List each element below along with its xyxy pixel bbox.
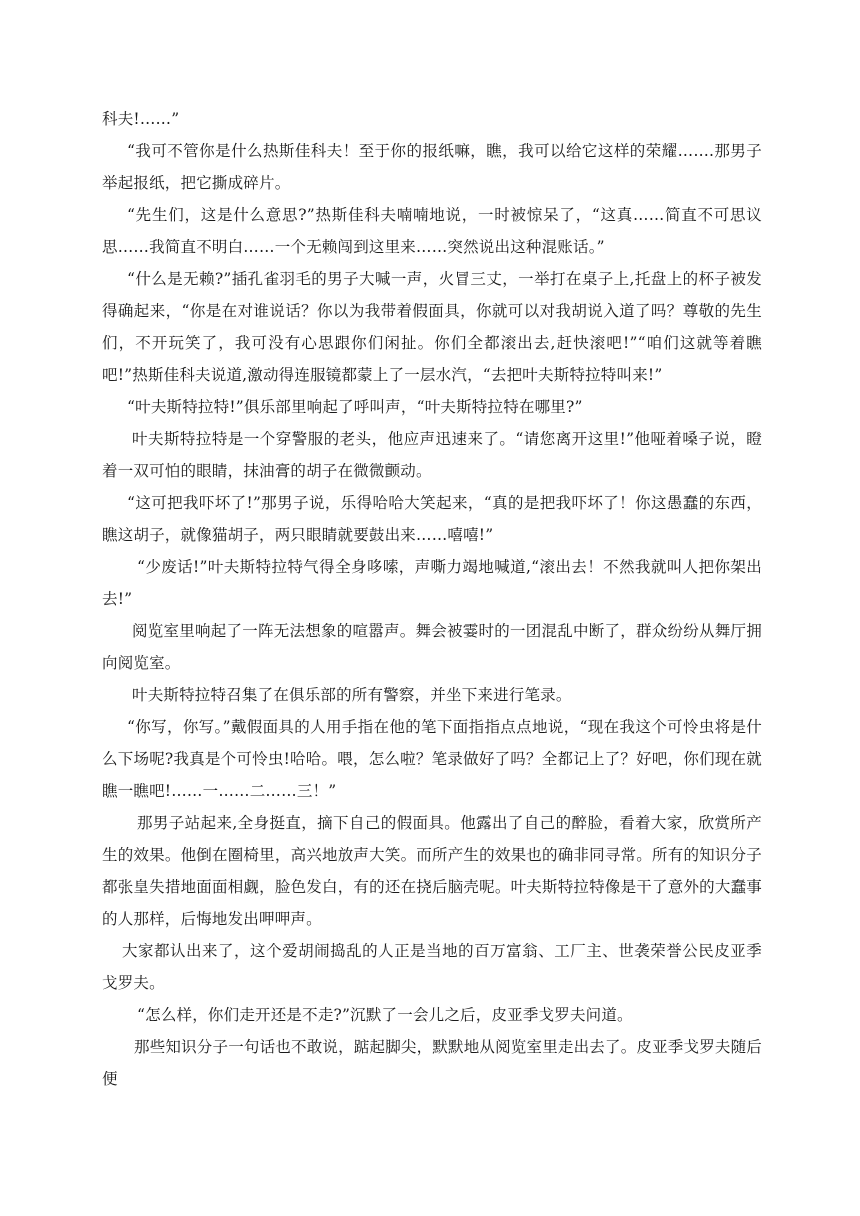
paragraph: 那些知识分子一句话也不敢说，踮起脚尖，默默地从阅览室里走出去了。皮亚季戈罗夫随后便 xyxy=(102,1038,763,1088)
paragraph: “这可把我吓坏了!”那男子说，乐得哈哈大笑起来，“真的是把我吓坏了！你这愚蠢的东西，瞧这胡子，就像猫胡子，两只眼睛就要鼓出来……嘻嘻!” xyxy=(102,494,762,544)
paragraph: “少废话!”叶夫斯特拉特气得全身哆嗦，声嘶力竭地喊道,“滚出去！不然我就叫人把你架出去!” xyxy=(102,558,762,608)
paragraph: 阅览室里响起了一阵无法想象的喧嚣声。舞会被霎时的一团混乱中断了，群众纷纷从舞厅拥向阅览室。 xyxy=(102,622,762,672)
document-body xyxy=(102,103,762,1095)
paragraph: 叶夫斯特拉特是一个穿警服的老头，他应声迅速来了。“请您离开这里!”他哑着嗓子说，瞪着一双可怕的眼睛，抹油膏的胡子在微微颤动。 xyxy=(102,430,762,480)
paragraph: “什么是无赖?”插孔雀羽毛的男子大喊一声，火冒三丈，一举打在桌子上,托盘上的杯子被发得确起来，“你是在对谁说话？你以为我带着假面具，你就可以对我胡说入道了吗？尊敬的先生们，不开玩笑了，我可没有心思跟你们闲扯。你们全都滚出去,赶快滚吧!”“咱们这就等着瞧吧!”热斯佳科夫说道,激动得连服镜都蒙上了一层水汽，“去把叶夫斯特拉特叫来!” xyxy=(102,270,762,384)
paragraph: 那男子站起来,全身挺直，摘下自己的假面具。他露出了自己的醉脸，看着大家，欣赏所产生的效果。他倒在圈椅里，高兴地放声大笑。而所产生的效果也的确非同寻常。所有的知识分子都张皇失措地面面相觑，脸色发白，有的还在挠后脑壳呢。叶夫斯特拉特像是干了意外的大蠢事的人那样，后悔地发出呷呷声。 xyxy=(102,814,762,928)
paragraph: “我可不管你是什么热斯佳科夫！至于你的报纸嘛，瞧，我可以给它这样的荣耀…….那男子举起报纸，把它撕成碎片。 xyxy=(102,142,762,192)
paragraph: “你写，你写。”戴假面具的人用手指在他的笔下面指指点点地说，“现在我这个可怜虫将是什么下场呢?我真是个可怜虫!哈哈。喂，怎么啦？笔录做好了吗？全都记上了？好吧，你们现在就瞧一瞧吧!……一……二……三！” xyxy=(102,718,762,800)
paragraph: 大家都认出来了，这个爱胡闹捣乱的人正是当地的百万富翁、工厂主、世袭荣誉公民皮亚季戈罗夫。 xyxy=(102,942,762,992)
paragraph: 科夫!……” xyxy=(102,110,180,128)
paragraph: “怎么样，你们走开还是不走?”沉默了一会儿之后，皮亚季戈罗夫问道。 xyxy=(137,1006,633,1024)
paragraph: 叶夫斯特拉特召集了在俱乐部的所有警察，并坐下来进行笔录。 xyxy=(132,686,572,704)
paragraph: “先生们，这是什么意思?”热斯佳科夫喃喃地说，一时被惊呆了，“这真……简直不可思议思……我简直不明白……一个无赖闯到这里来……突然说出这种混账话。” xyxy=(102,206,762,256)
paragraph: “叶夫斯特拉特!”俱乐部里响起了呼叫声，“叶夫斯特拉特在哪里?” xyxy=(127,398,583,416)
